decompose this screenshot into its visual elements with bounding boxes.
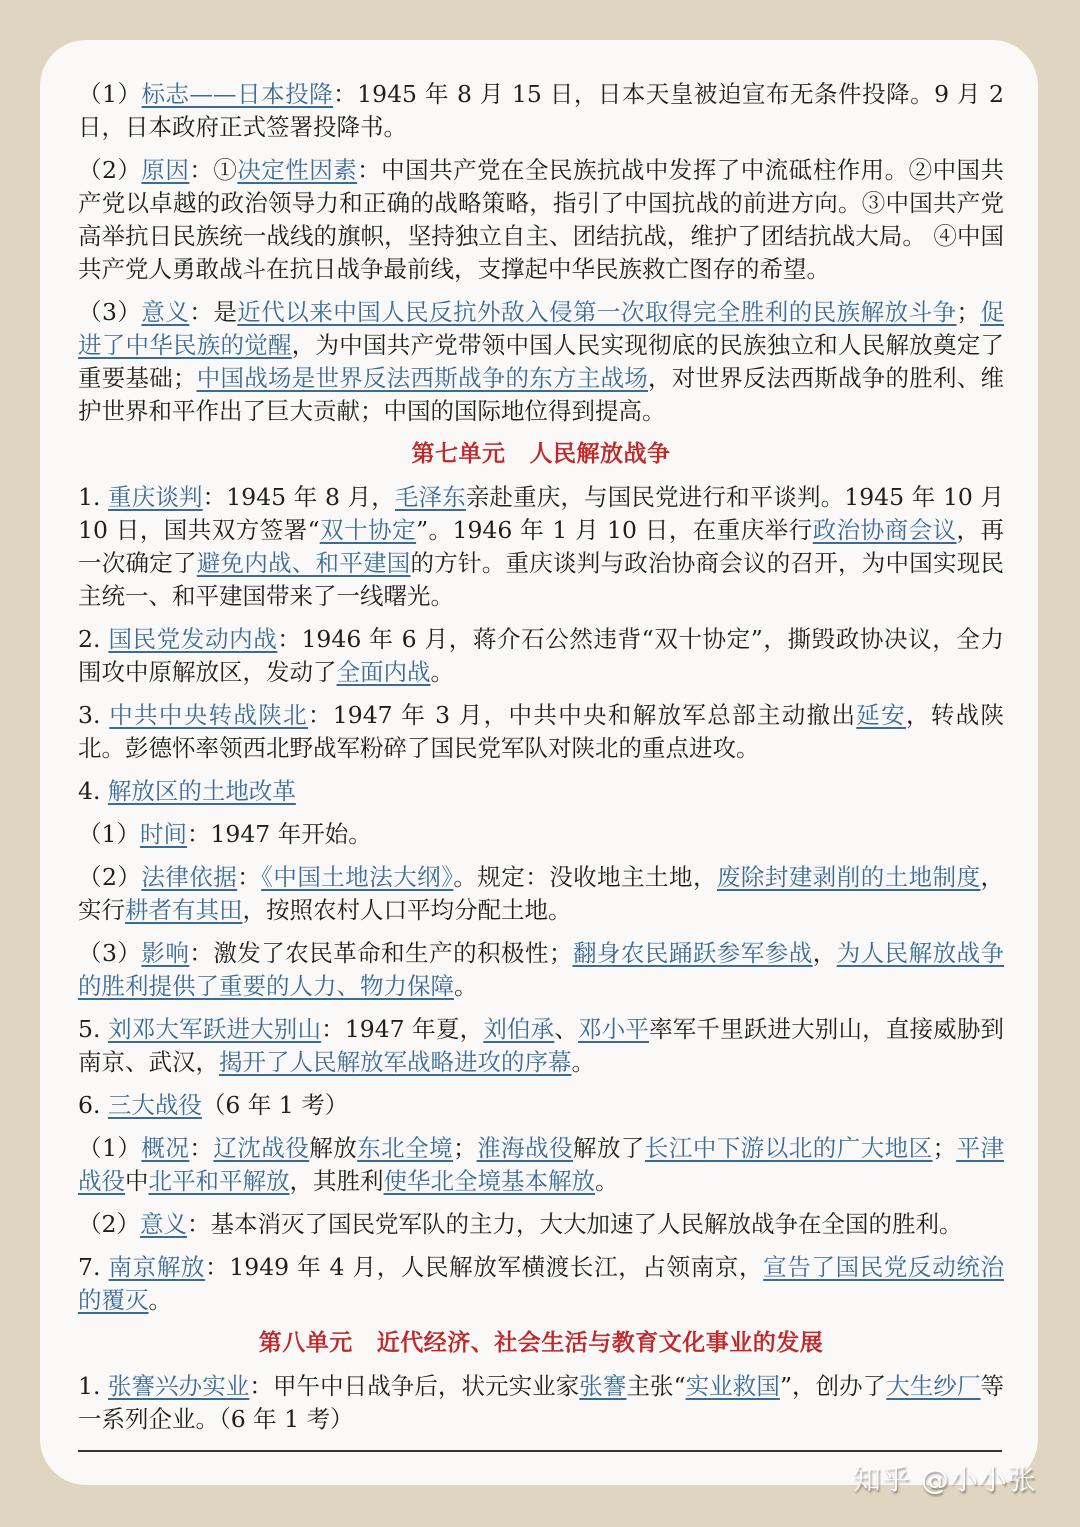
keyword-land-reform: 解放区的土地改革 — [107, 777, 296, 805]
item-number: 1. — [78, 1372, 108, 1400]
text-run: ：1947 年 3 月，中共中央和解放军总部主动撤出 — [307, 701, 857, 729]
text-run: ：甲午中日战争后，状元实业家 — [249, 1372, 580, 1400]
keyword-land-to-tiller: 耕者有其田 — [125, 896, 243, 924]
item-number: 7. — [78, 1253, 109, 1281]
text-run: ”，创办了 — [779, 1372, 887, 1400]
keyword-sign-japan-surrender: 标志——日本投降 — [141, 80, 334, 108]
keyword-peasants-join-army: 翻身农民踊跃参军参战 — [572, 939, 813, 967]
item-prefix: （3） — [78, 298, 142, 326]
document-content — [78, 78, 1004, 1446]
unit-number: 第八单元 — [258, 1330, 353, 1356]
unit-title: 近代经济、社会生活与教育文化事业的发展 — [376, 1330, 824, 1356]
keyword-north-china-liberated: 使华北全境基本解放 — [383, 1167, 595, 1195]
text-run: ，为中国共产党带领中国人民实现彻底的民族独立和人民解放奠定了重要基础； — [78, 331, 1004, 392]
keyword-deng-xiaoping: 邓小平 — [578, 1015, 650, 1043]
text-run: 。 — [571, 1048, 595, 1076]
paragraph-victory-significance — [78, 296, 1004, 428]
keyword-north-of-yangtze: 长江中下游以北的广大地区 — [644, 1134, 933, 1162]
separator: ：① — [189, 156, 238, 184]
keyword-full-scale-civil-war: 全面内战 — [336, 658, 431, 686]
text-run: 率军千里跃进大别山，直接威胁到南京、武汉， — [78, 1015, 1005, 1076]
item-prefix: （1） — [78, 820, 140, 848]
keyword-double-tenth-agreement: 双十协定 — [319, 516, 417, 544]
unit-number: 第七单元 — [411, 441, 506, 467]
zhihu-watermark: 知乎 @小小张 — [853, 1463, 1037, 1496]
unit-title: 人民解放战争 — [529, 441, 671, 467]
item-nanjing-liberation — [78, 1251, 1004, 1317]
keyword-huaihai: 淮海战役 — [476, 1134, 573, 1162]
item-number: 3. — [78, 701, 110, 729]
item-prefix: （2） — [78, 863, 142, 891]
text-run: ，按照农村人口平均分配土地。 — [242, 896, 572, 924]
keyword-manpower-support: 为人民解放战争的胜利提供了重要的人力、物力保障 — [78, 939, 1005, 1000]
item-three-campaigns — [78, 1089, 1004, 1122]
keyword-strategic-offensive: 揭开了人民解放军战略进攻的序幕 — [219, 1048, 572, 1076]
text-run: 中 — [125, 1167, 149, 1195]
text-run: ：是 — [189, 298, 238, 326]
item-land-reform — [78, 775, 1004, 808]
text-run: 。规定：没收地主土地， — [453, 863, 717, 891]
keyword-avoid-civil-war: 避免内战、和平建国 — [196, 549, 411, 577]
subitem-land-reform-law — [78, 861, 1004, 927]
keyword-national-awakening: 促进了中华民族的觉醒 — [78, 298, 1005, 359]
keyword-overview: 概况 — [141, 1134, 190, 1162]
text-run: ：1946 年 6 月，蒋介石公然违背“双十协定”，撕毁政协决议，全力围攻中原解放区，发动了 — [78, 625, 1004, 686]
text-run: ：1947 年开始。 — [186, 820, 372, 848]
text-run: ：基本消灭了国民党军队的主力，大大加速了人民解放战争在全国的胜利。 — [186, 1210, 963, 1238]
keyword-reasons: 原因 — [141, 156, 190, 184]
text-run: ， — [812, 939, 837, 967]
text-run: ，转战陕北。彭德怀率领西北野战军粉碎了国民党军队对陕北的重点进攻。 — [78, 701, 1005, 762]
keyword-first-complete-victory: 近代以来中国人民反抗外敌入侵第一次取得完全胜利的民族解放斗争 — [237, 298, 957, 326]
keyword-northern-shaanxi: 中共中央转战陕北 — [109, 701, 308, 729]
keyword-liu-deng-dabie: 刘邓大军跃进大别山 — [108, 1015, 322, 1043]
exam-frequency-note: （6 年 1 考） — [201, 1091, 349, 1119]
keyword-significance: 意义 — [141, 298, 190, 326]
keyword-land-law-outline: 《中国土地法大纲》 — [261, 863, 454, 891]
text-run: 。 — [148, 1286, 172, 1314]
keyword-abolish-feudal-land: 废除封建剥削的土地制度 — [716, 863, 981, 891]
item-number: 5. — [78, 1015, 109, 1043]
item-zhang-jian-industry — [78, 1370, 1004, 1436]
item-chongqing-negotiation — [78, 481, 1004, 613]
text-run: 。 — [454, 972, 478, 1000]
text-run: ：1949 年 4 月，人民解放军横渡长江，占领南京， — [205, 1253, 764, 1281]
keyword-kmt-civil-war: 国民党发动内战 — [108, 625, 278, 653]
keyword-zhang-jian-industry: 张謇兴办实业 — [107, 1372, 250, 1400]
item-prefix: （3） — [78, 939, 142, 967]
text-run: ，再一次确定了 — [78, 516, 1005, 577]
item-number: 1. — [78, 483, 109, 511]
subitem-campaigns-significance — [78, 1208, 1004, 1241]
text-run: 亲赴重庆，与国民党进行和平谈判。1945 年 10 月 10 日，国共双方签署“ — [78, 483, 1005, 544]
keyword-time: 时间 — [139, 820, 187, 848]
item-prefix: （2） — [78, 1210, 140, 1238]
text-run: ，其胜利 — [289, 1167, 384, 1195]
keyword-pingjin: 平津战役 — [78, 1134, 1005, 1195]
unit-8-heading — [78, 1327, 1004, 1360]
keyword-liaoshen: 辽沈战役 — [213, 1134, 310, 1162]
keyword-yanan: 延安 — [856, 701, 906, 729]
paragraph-victory-sign — [78, 78, 1004, 144]
keyword-eastern-main-battlefield: 中国战场是世界反法西斯战争的东方主战场 — [196, 364, 648, 392]
text-run: ”。1946 年 1 月 10 日，在重庆举行 — [416, 516, 813, 544]
item-number: 4. — [78, 777, 108, 805]
keyword-chongqing-negotiation: 重庆谈判 — [108, 483, 203, 511]
item-number: 6. — [78, 1091, 108, 1119]
text-run: 主张“ — [626, 1372, 686, 1400]
text-run: 。 — [595, 1167, 619, 1195]
text-run: ： — [189, 1134, 214, 1162]
bottom-divider — [78, 1450, 1002, 1452]
keyword-liu-bocheng: 刘伯承 — [483, 1015, 555, 1043]
keyword-decisive-factor: 决定性因素 — [237, 156, 358, 184]
unit-7-heading — [78, 438, 1004, 471]
text-run: ； — [932, 1134, 957, 1162]
item-northern-shaanxi — [78, 699, 1004, 765]
paragraph-text: ：1945 年 8 月 15 日，日本天皇被迫宣布无条件投降。9 月 2 日，日本政府正式签署投降书。 — [78, 80, 1005, 141]
text-run: 解放了 — [572, 1134, 645, 1162]
keyword-dasheng-mill: 大生纱厂 — [886, 1372, 981, 1400]
text-run: ； — [453, 1134, 477, 1162]
keyword-mao-zedong: 毛泽东 — [394, 483, 466, 511]
item-prefix: （1） — [78, 80, 142, 108]
keyword-industry-saves-nation: 实业救国 — [685, 1372, 780, 1400]
item-dabie-mountains — [78, 1013, 1004, 1079]
subitem-campaigns-overview — [78, 1132, 1004, 1198]
item-prefix: （2） — [78, 156, 142, 184]
keyword-impact: 影响 — [141, 939, 190, 967]
text-run: ： — [237, 863, 262, 891]
keyword-three-campaigns: 三大战役 — [107, 1091, 202, 1119]
keyword-nanjing-liberation: 南京解放 — [108, 1253, 206, 1281]
subitem-land-reform-impact — [78, 937, 1004, 1003]
keyword-significance: 意义 — [139, 1210, 187, 1238]
item-number: 2. — [78, 625, 109, 653]
keyword-political-consultative-conference: 政治协商会议 — [812, 516, 957, 544]
text-run: 等一系列企业。（6 年 1 考） — [78, 1372, 1005, 1433]
keyword-legal-basis: 法律依据 — [141, 863, 238, 891]
text-run: ：1945 年 8 月， — [202, 483, 395, 511]
text-run: ，实行 — [78, 863, 1005, 924]
text-run: ，对世界反法西斯战争的胜利、维护世界和平作出了巨大贡献；中国的国际地位得到提高。 — [78, 364, 1004, 425]
paragraph-text: ：中国共产党在全民族抗战中发挥了中流砥柱作用。②中国共产党以卓越的政治领导力和正确的战略策略，指引了中国抗战的前进方向。③中国共产党高举抗日民族统一战线的旗帜，坚持独立自主、团结抗战，维护了团结抗战大局。 ④中国共产党人勇敢战斗在抗日战争最前线，支撑起中华民族救亡图存的希望。 — [78, 156, 1005, 283]
item-civil-war-launched — [78, 623, 1004, 689]
text-run: 。 — [430, 658, 454, 686]
keyword-beiping-peaceful: 北平和平解放 — [148, 1167, 290, 1195]
keyword-kmt-rule-ended: 宣告了国民党反动统治的覆灭 — [78, 1253, 1004, 1314]
item-prefix: （1） — [78, 1134, 142, 1162]
text-run: 的方针。重庆谈判与政治协商会议的召开，为中国实现民主统一、和平建国带来了一线曙光。 — [78, 549, 1004, 610]
keyword-northeast: 东北全境 — [357, 1134, 454, 1162]
subitem-land-reform-time — [78, 818, 1004, 851]
text-run: ； — [956, 298, 981, 326]
text-run: 、 — [554, 1015, 579, 1043]
paragraph-victory-reasons — [78, 154, 1004, 286]
text-run: 解放 — [309, 1134, 358, 1162]
text-run: ：1947 年夏， — [321, 1015, 484, 1043]
keyword-zhang-jian: 张謇 — [579, 1372, 627, 1400]
text-run: ：激发了农民革命和生产的积极性； — [189, 939, 573, 967]
